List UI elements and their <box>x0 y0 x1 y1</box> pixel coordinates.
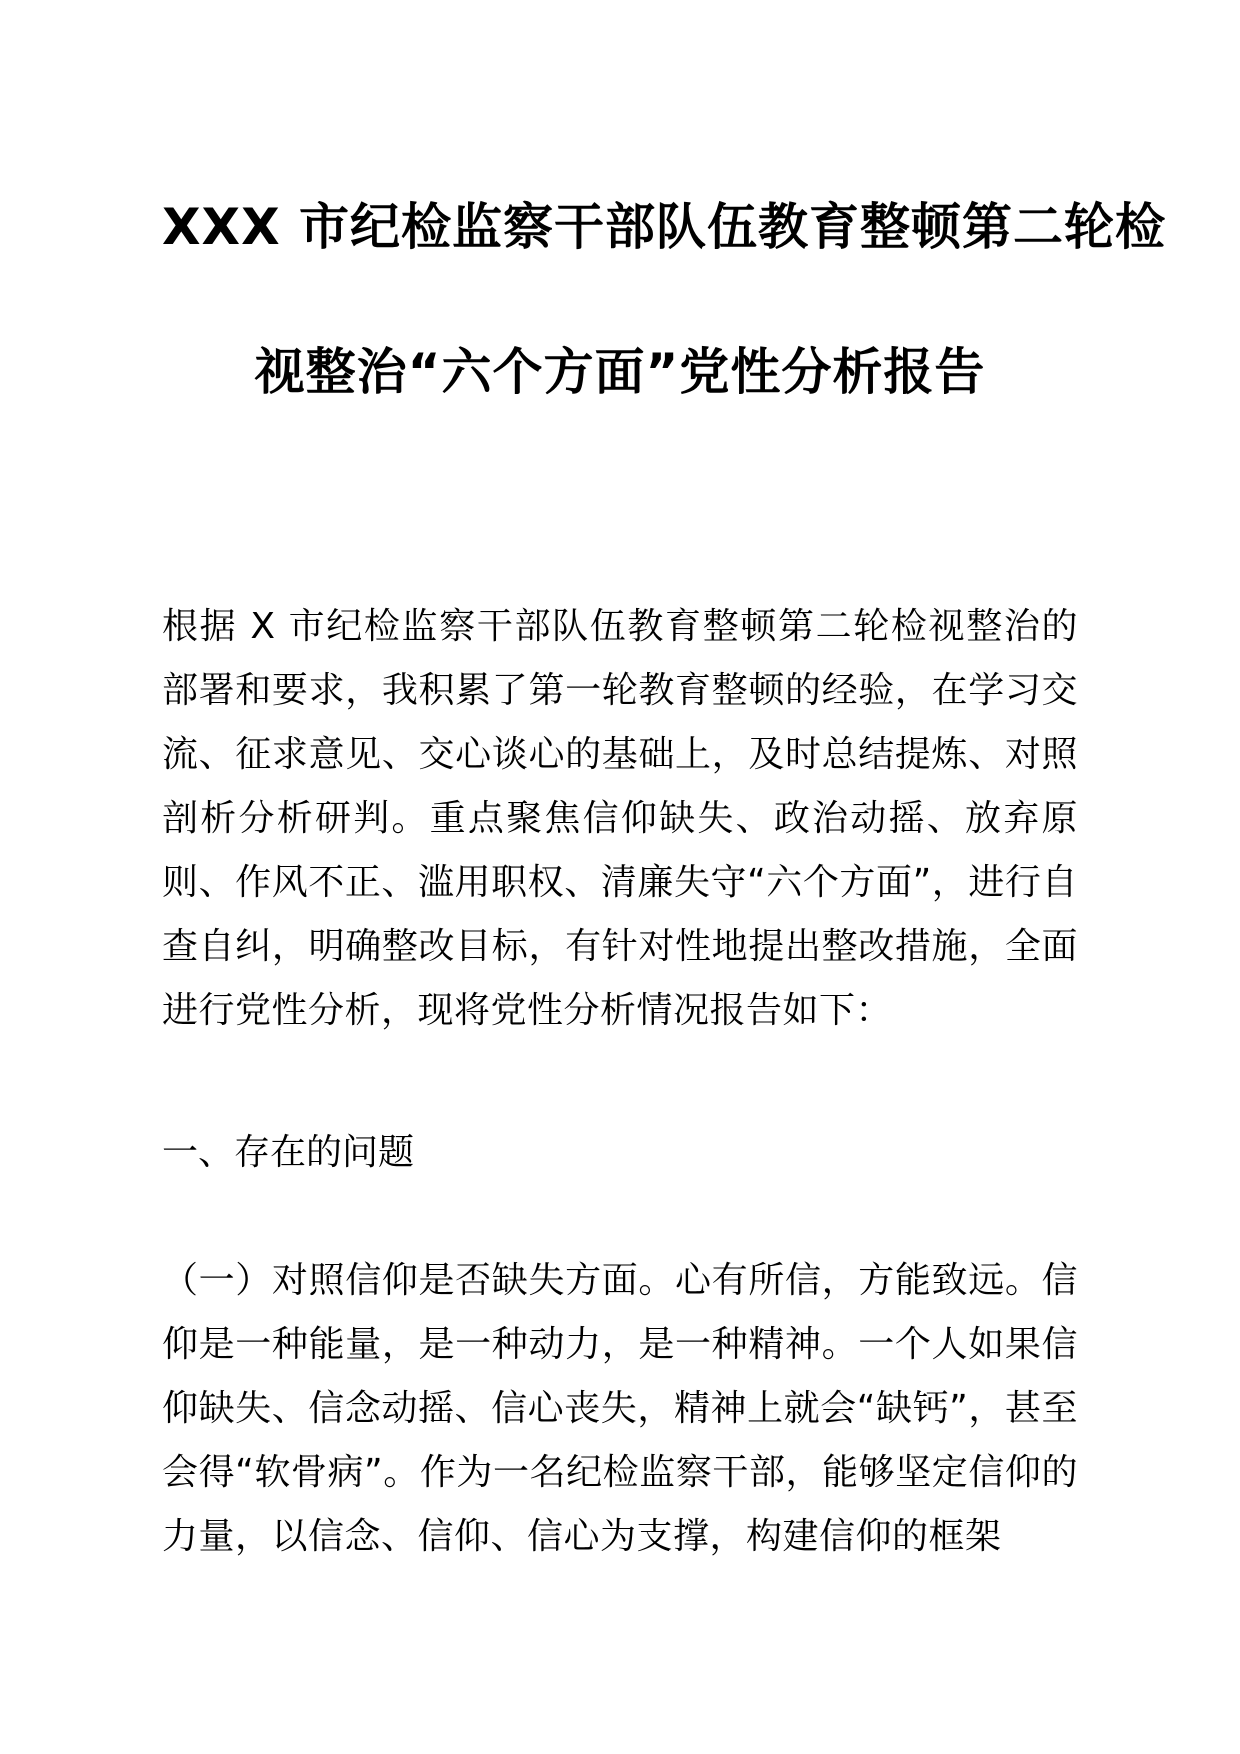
document-title-line-2: 视整治“六个方面”党性分析报告 <box>254 343 986 401</box>
section-1-paragraph-1: （一）对照信仰是否缺失方面。心有所信，方能致远。信仰是一种能量，是一种动力，是一种精神。一个人如果信仰缺失、信念动摇、信心丧失，精神上就会“缺钙”，甚至会得“软骨病”。作为一名纪检监察干部，能够坚定信仰的力量，以信念、信仰、信心为支撑，构建信仰的框架 <box>162 1260 1078 1557</box>
document-title-line-1: XXX 市纪检监察干部队伍教育整顿第二轮检 <box>162 198 1167 256</box>
document-title <box>162 155 1167 445</box>
intro-paragraph: 根据 X 市纪检监察干部队伍教育整顿第二轮检视整治的部署和要求，我积累了第一轮教育整顿的经验，在学习交流、征求意见、交心谈心的基础上，及时总结提炼、对照剖析分析研判。重点聚焦信仰缺失、政治动摇、放弃原则、作风不正、滥用职权、清廉失守“六个方面”，进行自查自纠，明确整改目标，有针对性地提出整改措施，全面进行党性分析，现将党性分析情况报告如下： <box>162 606 1078 1031</box>
section-1-heading: 一、存在的问题 <box>162 1132 415 1173</box>
